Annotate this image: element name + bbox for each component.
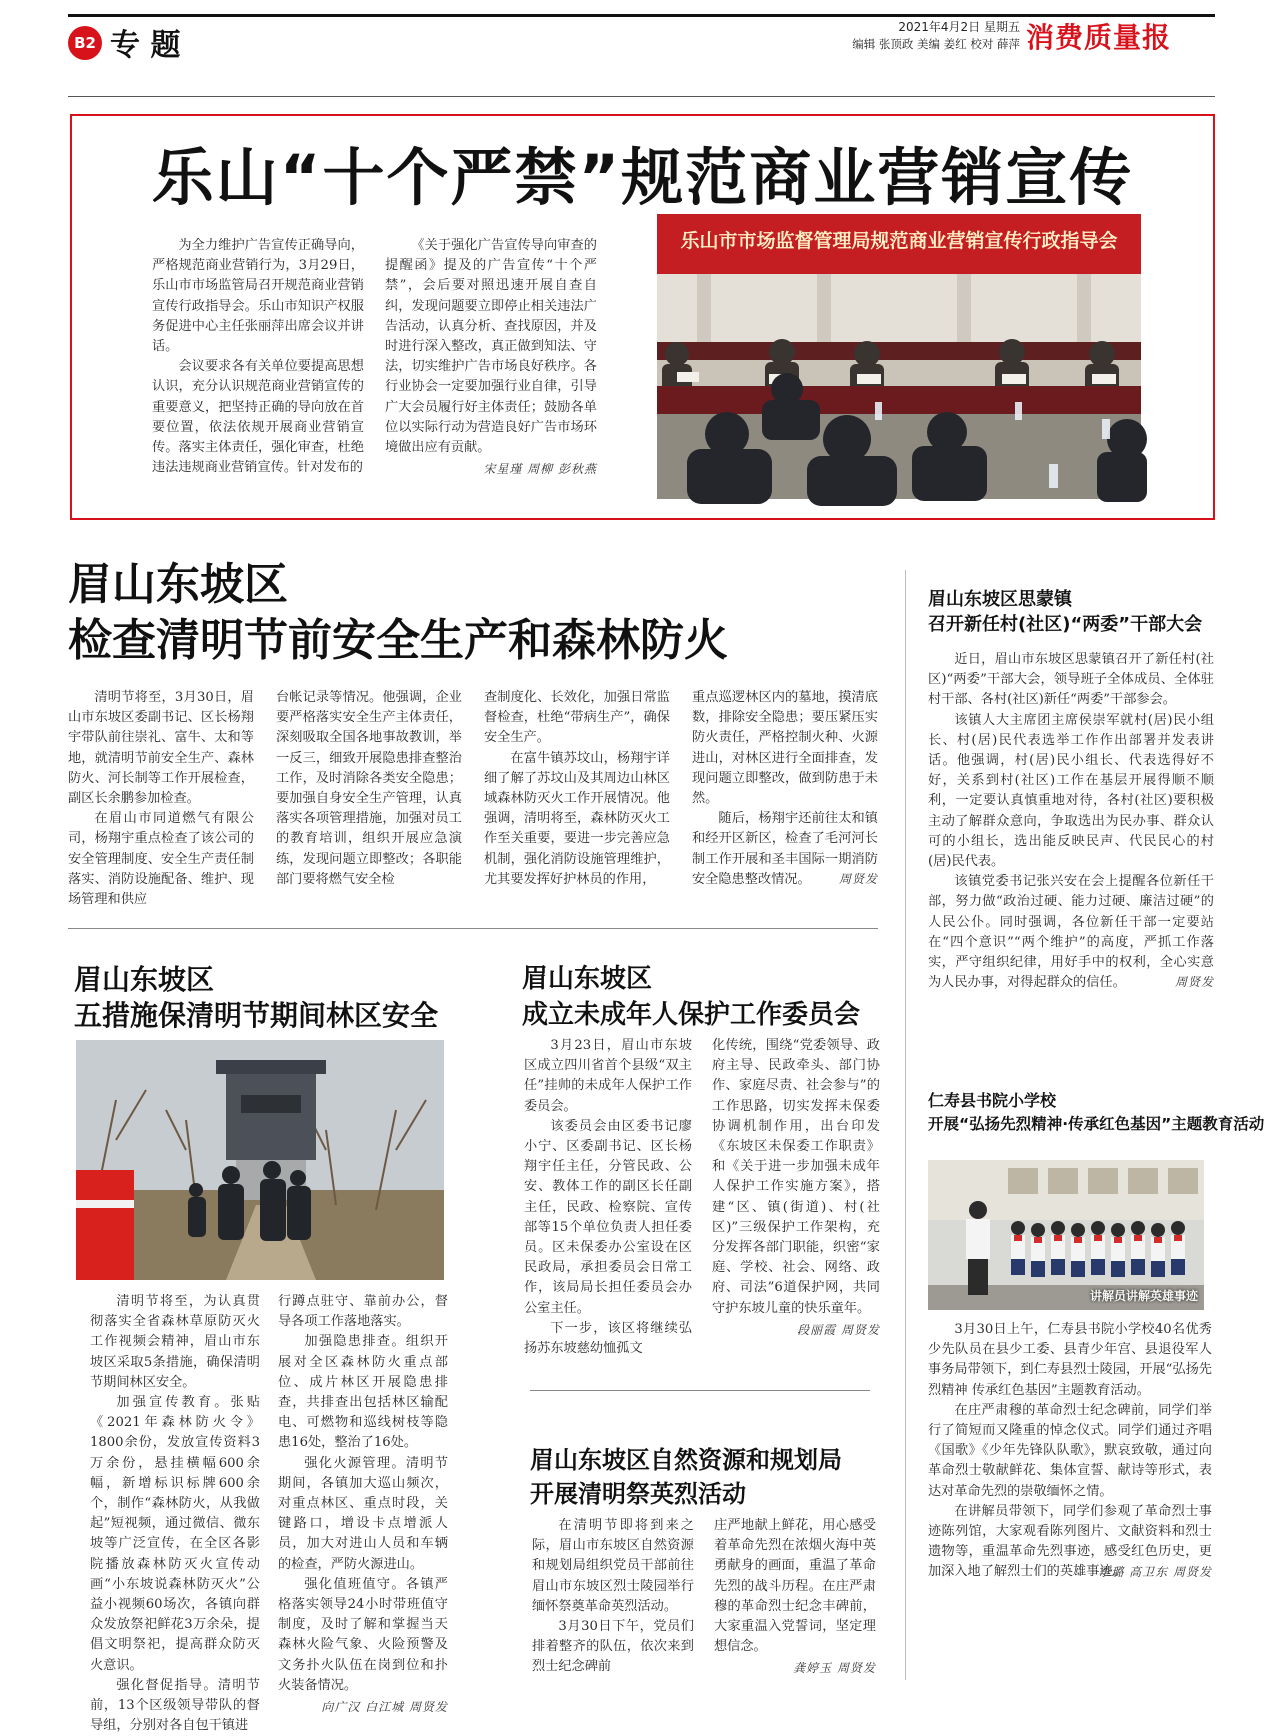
lead-col-1 bbox=[152, 236, 364, 478]
paper-name: 消费质量报 bbox=[1026, 21, 1172, 54]
paragraph: 在清明节即将到来之际，眉山市东坡区自然资源和规划局组织党员干部前往眉山市东坡区烈士陵园举行缅怀祭奠革命英烈活动。 bbox=[532, 1518, 694, 1614]
story4-col-1 bbox=[90, 1292, 260, 1736]
section-title: 专 题 bbox=[110, 28, 181, 63]
school-visit-photo bbox=[928, 1160, 1204, 1310]
story2-col-1 bbox=[68, 688, 254, 910]
paragraph: 在庄严肃穆的革命烈士纪念碑前，同学们举行了简短而又隆重的悼念仪式。同学们通过齐唱《国歌》《少年先锋队队歌》，默哀致敬，通过向革命烈士敬献鲜花、集体宣誓、献诗等形式，表达对革命先烈的崇敬缅怀之情。 bbox=[928, 1402, 1212, 1499]
story5-col-1 bbox=[524, 1036, 692, 1359]
story5-headline-line2: 成立未成年人保护工作委员会 bbox=[522, 1000, 861, 1030]
story7-byline: 李璐 高卫东 周贤发 bbox=[1098, 1564, 1212, 1579]
paragraph: 清明节将至，为认真贯彻落实全省森林草原防灭火工作视频会精神，眉山市东坡区采取5条措施，确保清明节期间林区安全。 bbox=[90, 1294, 260, 1390]
story6-col-1 bbox=[532, 1516, 694, 1678]
story5-headline-line1: 眉山东坡区 bbox=[522, 964, 653, 994]
story2-headline-line1: 眉山东坡区 bbox=[68, 559, 288, 610]
page-number-badge: B2 bbox=[68, 26, 102, 60]
paragraph: 3月30日上午，仁寿县书院小学校40名优秀少先队员在县少工委、县青少年宫、县退役军人事务局带领下，到仁寿县烈士陵园，开展“弘扬先烈精神 传承红色基因”主题教育活动。 bbox=[928, 1322, 1212, 1398]
paragraph: 《关于强化广告宣传导向审查的提醒函》提及的广告宣传“十个严禁”，会后要对照迅速开展自查自纠，发现问题要立即停止相关违法广告活动，认真分析、查找原因，并及时进行深入整改，真正做到知法、守法，切实维护广告市场良好秩序。各行业协会一定要加强行业自律，引导广大会员履行好主体责任；鼓励各单位以实际行动为营造良好广告市场环境做出应有贡献。 bbox=[385, 238, 597, 456]
paragraph: 为全力维护广告宣传正确导向，严格规范商业营销行为，3月29日，乐山市市场监管局召开规范商业营销宣传行政指导会。乐山市知识产权服务促进中心主任张丽萍出席会议并讲话。 bbox=[152, 238, 364, 355]
paragraph: 台帐记录等情况。他强调，企业要严格落实安全生产主体责任，深刻吸取全国各地事故教训，举一反三，细致开展隐患排查整治工作，及时消除各类安全隐患；要加强自身安全生产管理，认真落实各项管理措施，加强对员工的教育培训，组织开展应急演练，发现问题立即整改；各职能部门要将燃气安全检 bbox=[276, 690, 462, 887]
paragraph: 在眉山市同道燃气有限公司，杨翔宇重点检查了该公司的安全管理制度、安全生产责任制落实、消防设施配备、维护、现场管理和供应 bbox=[68, 811, 254, 908]
story4-headline-line2: 五措施保清明节期间林区安全 bbox=[74, 999, 439, 1032]
meeting-photo-illustration bbox=[657, 214, 1141, 499]
forest-patrol-illustration bbox=[76, 1040, 444, 1280]
story6-headline-line1: 眉山东坡区自然资源和规划局 bbox=[530, 1446, 842, 1474]
paragraph: 该委员会由区委书记廖小宁、区委副书记、区长杨翔宇任主任，分管民政、公安、教体工作的副区长任副主任，民政、检察院、宣传部等15个单位负责人担任委员。区未保委办公室设在区民政局，承担委员会日常工作，该局局长担任委员会办公室主任。 bbox=[524, 1118, 692, 1316]
paragraph: 重点巡逻林区内的墓地，摸清底数，排除安全隐患；要压紧压实防火责任，严格控制火种、火源进山，对林区进行全面排查，发现问题立即整改，做到防患于未然。 bbox=[692, 690, 878, 807]
divider-story2 bbox=[68, 928, 878, 929]
paragraph: 强化火源管理。清明节期间，各镇加大巡山频次，对重点林区、重点时段，关键路口，增设卡点增派人员，加大对进山人员和车辆的检查，严防火源进山。 bbox=[278, 1455, 448, 1572]
story6-headline-line2: 开展清明祭英烈活动 bbox=[530, 1480, 746, 1508]
lead-col-2 bbox=[385, 236, 597, 477]
story7-headline-line2: 开展“弘扬先烈精神·传承红色基因”主题教育活动 bbox=[928, 1115, 1265, 1133]
story6-col-2 bbox=[714, 1516, 876, 1676]
story4-col-2 bbox=[278, 1292, 448, 1715]
story4-headline-line1: 眉山东坡区 bbox=[74, 963, 215, 996]
right-column-divider bbox=[905, 570, 906, 1680]
paragraph: 3月23日，眉山市东坡区成立四川省首个县级“双主任”挂帅的未成年人保护工作委员会。 bbox=[524, 1038, 692, 1114]
paragraph: 在富牛镇苏坟山，杨翔宇详细了解了苏坟山及其周边山林区域森林防灭火工作开展情况。他强调，清明将至，森林防灭火工作至关重要，要进一步完善应急机制，强化消防设施管理维护，尤其要发挥好护林员的作用， bbox=[484, 750, 670, 887]
story3-body bbox=[928, 650, 1214, 990]
paragraph: 该镇人大主席团主席侯崇军就村(居)民小组长、村(居)民代表选举工作作出部署并发表讲话。他强调，村(居)民小组长、代表选得好不好，关系到村(社区)工作在基层开展得顺不顺利，一定要认真慎重地对待，各村(社区)要积极主动了解群众意向，争取选出为民办事、群众认可的小组长，选出能反映民声、代民民心的村(居)民代表。 bbox=[928, 712, 1214, 870]
paragraph: 3月30日下午，党员们排着整齐的队伍，依次来到烈士纪念碑前 bbox=[532, 1619, 694, 1675]
story2-col-2 bbox=[276, 688, 462, 890]
lead-byline: 宋星瑾 周柳 彭秋燕 bbox=[483, 462, 597, 477]
paragraph: 下一步，该区将继续弘扬苏东坡慈幼恤孤文 bbox=[524, 1320, 692, 1357]
paragraph: 加强宣传教育。张贴《2021年森林防火令》1800余份，发放宣传资料3万余份，悬挂横幅600余幅，新增标识标牌600余个，制作“森林防火，从我做起”短视频，通过微信、微东坡等广泛宣传，在全区各影院播放森林防灭火宣传动画“小东坡说森林防灭火”公益小视频60场次，各镇向群众发放祭祀鲜花3万余朵，提倡文明祭祀，提高群众防灭火意识。 bbox=[90, 1395, 260, 1673]
story3-byline: 周贤发 bbox=[1174, 975, 1214, 990]
forest-patrol-photo bbox=[76, 1040, 444, 1280]
issue-date: 2021年4月2日 星期五 bbox=[898, 20, 1020, 34]
story2-headline-line2: 检查清明节前安全生产和森林防火 bbox=[68, 615, 728, 666]
meeting-photo bbox=[657, 214, 1141, 499]
paragraph: 近日，眉山市东坡区思蒙镇召开了新任村(社区)“两委”干部大会，领导班子全体成员、全体驻村干部、各村(社区)新任“两委”干部参会。 bbox=[928, 652, 1214, 708]
editor-credits: 编辑 张顶政 美编 姜红 校对 薛萍 bbox=[852, 37, 1020, 51]
story2-col-4 bbox=[692, 688, 878, 887]
story6-byline: 龚婷玉 周贤发 bbox=[793, 1661, 876, 1676]
paragraph: 化传统，围绕“党委领导、政府主导、民政牵头、部门协作、家庭尽责、社会参与”的工作思路，切实发挥未保委协调机制作用，出台印发《东坡区未保委工作职责》和《关于进一步加强未成年人保护工作实施方案》，搭建“区、镇(街道)、村(社区)”三级保护工作架构，充分发挥各部门职能，织密“家庭、学校、社会、网络、政府、司法”6道保护网，共同守护东坡儿童的快乐童年。 bbox=[712, 1038, 880, 1316]
story3-headline-line2: 召开新任村(社区)“两委”干部大会 bbox=[928, 614, 1203, 635]
paragraph: 该镇党委书记张兴安在会上提醒各位新任干部，努力做“政治过硬、能力过硬、廉洁过硬”的人民公仆。同时强调，各位新任干部一定要站在“四个意识”“两个维护”的高度，严抓工作落实，严守组织纪律，用好手中的权利，全心实意为人民办事，对得起群众的信任。 bbox=[928, 874, 1214, 991]
story2-col-3 bbox=[484, 688, 670, 890]
story7-headline-line1: 仁寿县书院小学校 bbox=[928, 1091, 1057, 1110]
paragraph: 庄严地献上鲜花，用心感受着革命先烈在浓烟火海中英勇献身的画面，重温了革命先烈的战斗历程。在庄严肃穆的革命烈士纪念丰碑前，大家重温入党誓词，坚定理想信念。 bbox=[714, 1518, 876, 1655]
paragraph: 在讲解员带领下，同学们参观了革命烈士事迹陈列馆，大家观看陈列图片、文献资料和烈士遗物等，重温革命先烈事迹，感受红色历史，更加深入地了解烈士们的英雄事迹。 bbox=[928, 1503, 1212, 1580]
paragraph: 行蹲点驻守、靠前办公，督导各项工作落地落实。 bbox=[278, 1294, 448, 1330]
story7-body bbox=[928, 1320, 1212, 1580]
photo-caption: 讲解员讲解英雄事迹 bbox=[1089, 1289, 1198, 1303]
paragraph: 会议要求各有关单位要提高思想认识，充分认识规范商业营销宣传的重要意义，把坚持正确的导向放在首要位置，依法依规开展商业营销宣传。落实主体责任，强化审查，杜绝违法违规商业营销宣传。针对发布的 bbox=[152, 359, 364, 476]
lead-headline: 乐山“十个严禁”规范商业营销宣传 bbox=[151, 141, 1134, 214]
paragraph: 加强隐患排查。组织开展对全区森林防火重点部位、成片林区开展隐患排查，共排查出包括林区输配电、可燃物和巡线树枝等隐患16处，整治了16处。 bbox=[278, 1334, 448, 1451]
story5-col-2 bbox=[712, 1036, 880, 1338]
story5-byline: 段丽霞 周贤发 bbox=[797, 1322, 880, 1337]
paragraph: 查制度化、长效化，加强日常监督检查，杜绝“带病生产”，确保安全生产。 bbox=[484, 690, 670, 746]
paragraph: 强化督促指导。清明节前，13个区级领导带队的督导组，分别对各自包干镇进 bbox=[90, 1677, 260, 1734]
divider-story5 bbox=[530, 1390, 870, 1391]
header-rule bbox=[68, 96, 1215, 97]
meeting-banner-text: 乐山市市场监督管理局规范商业营销宣传行政指导会 bbox=[680, 230, 1118, 252]
story2-byline: 周贤发 bbox=[838, 872, 878, 887]
paragraph: 强化值班值守。各镇严格落实领导24小时带班值守制度，及时了解和掌握当天森林火险气象、火险预警及文务扑火队伍在岗到位和扑火装备情况。 bbox=[278, 1576, 448, 1693]
paragraph: 清明节将至，3月30日，眉山市东坡区委副书记、区长杨翔宇带队前往崇礼、富牛、太和等地，就清明节前安全生产、森林防火、河长制等工作开展检查，副区长余鹏参加检查。 bbox=[68, 690, 254, 807]
story3-headline-line1: 眉山东坡区思蒙镇 bbox=[928, 589, 1072, 610]
story4-byline: 向广汉 白江城 周贤发 bbox=[321, 1700, 448, 1715]
paragraph: 随后，杨翔宇还前往太和镇和经开区新区，检查了毛河河长制工作开展和圣丰国际一期消防安全隐患整改情况。 bbox=[692, 811, 878, 887]
